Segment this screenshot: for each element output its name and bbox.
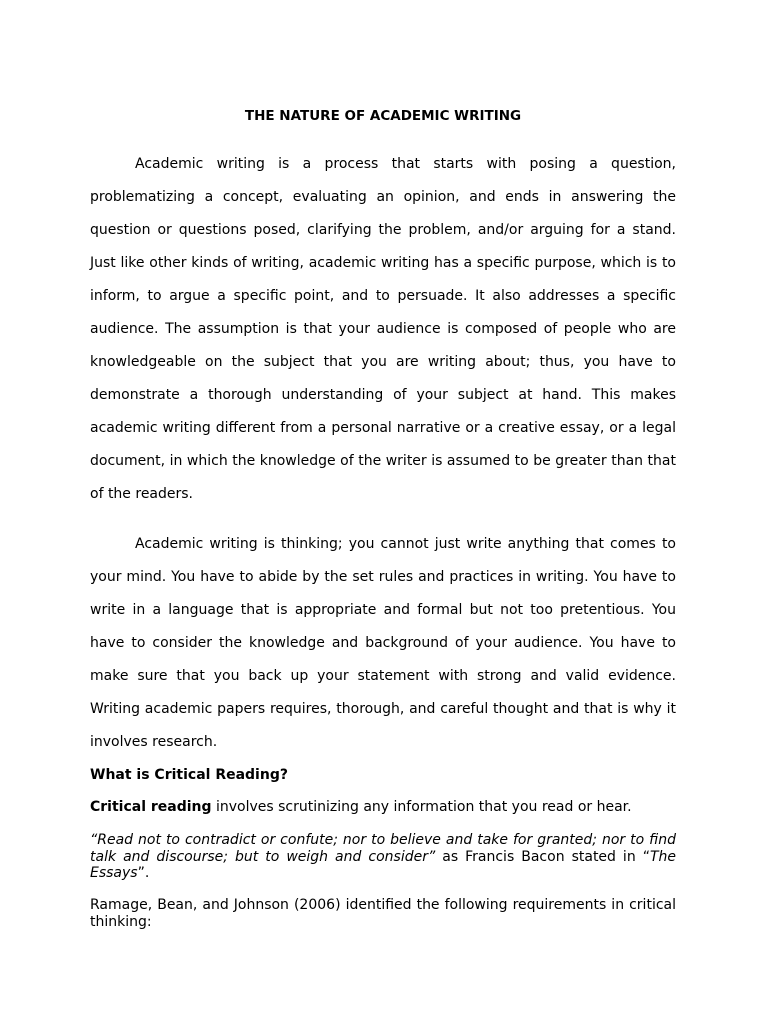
heading-critical-reading: What is Critical Reading?	[90, 767, 288, 783]
critical-reading-definition-text: involves scrutinizing any information that you read or hear.	[211, 799, 632, 815]
paragraph-academic-writing-thinking: Academic writing is thinking; you cannot just write anything that comes to your mind. You have to abide by the set rules and practices in writing. You have to write in a language that is appropriate and formal but not too pretentious. You have to consider the knowledge and background of your audience. You have to make sure that you back up your statement with strong and valid evidence. Writing academic papers requires, thorough, and careful thought and that is why it involves research.	[90, 536, 676, 750]
document-title: THE NATURE OF ACADEMIC WRITING	[244, 108, 522, 124]
bacon-quote-source-title: The Essays	[90, 848, 677, 881]
bacon-quote-attribution: as Francis Bacon stated in “	[435, 848, 650, 865]
critical-reading-term: Critical reading	[90, 799, 212, 815]
paragraph-academic-writing-process: Academic writing is a process that starts with posing a question, problematizing a concept, evaluating an opinion, and ends in answering the question or questions posed, clarifying the problem, and/or arguing for a stand. Just like other kinds of writing, academic writing has a specific purpose, which is to inform, to argue a specific point, and to persuade. It also addresses a specific audience. The assumption is that your audience is composed of people who are knowledgeable on the subject that you are writing about; thus, you have to demonstrate a thorough understanding of your subject at hand. This makes academic writing different from a personal narrative or a creative essay, or a legal document, in which the knowledge of the writer is assumed to be greater than that of the readers.	[90, 156, 676, 502]
bacon-quote-source-close: ”.	[137, 865, 150, 881]
bacon-quote-text: “Read not to contradict or confute; nor to believe and take for granted; nor to find talk and discourse; but to weigh and consider”	[90, 832, 676, 865]
paragraph-critical-reading-definition	[90, 799, 676, 816]
paragraph-bacon-quote	[90, 832, 676, 882]
paragraph-requirements-intro: Ramage, Bean, and Johnson (2006) identified the following requirements in critical thinking:	[90, 897, 676, 930]
